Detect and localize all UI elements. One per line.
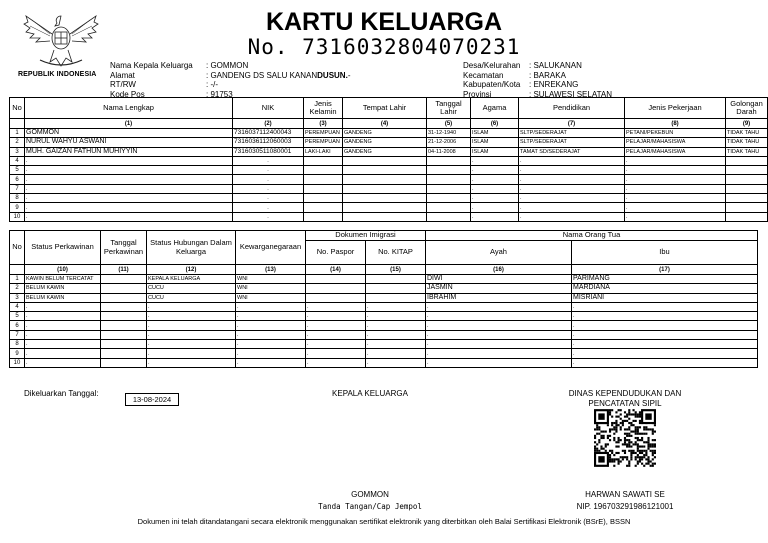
- table-cell: [25, 166, 233, 175]
- kepala-keluarga-label: KEPALA KELUARGA: [332, 389, 408, 398]
- col-header-ayah: Ayah: [426, 241, 572, 265]
- col-number: (17): [572, 265, 758, 275]
- table-cell: [25, 340, 101, 349]
- col-number: (13): [236, 265, 306, 275]
- table-cell: [625, 166, 726, 175]
- table-cell: 1: [10, 129, 25, 138]
- table-row: [10, 349, 758, 358]
- table-cell: [726, 156, 768, 165]
- table-cell: [426, 330, 572, 339]
- table-cell: 04-11-2008: [427, 147, 471, 156]
- table-cell: [236, 330, 306, 339]
- table-cell: 21-12-2006: [427, 138, 471, 147]
- table-cell: CUCU: [147, 293, 236, 302]
- dinas-label: DINAS KEPENDUDUKAN DAN: [568, 389, 682, 398]
- table-cell: [306, 293, 366, 302]
- table-cell: 10: [10, 212, 25, 221]
- table-cell: [147, 358, 236, 367]
- table-cell: PETANI/PEKEBUN: [625, 129, 726, 138]
- table-cell: ISLAM: [471, 129, 519, 138]
- table-cell: [236, 302, 306, 311]
- col-header-tanggal-perkawinan: Tanggal Perkawinan: [101, 231, 147, 265]
- issued-date: 13-08-2024: [125, 393, 179, 406]
- table-cell: [25, 302, 101, 311]
- col-header-nama: Nama Lengkap: [25, 98, 233, 119]
- table-cell: [304, 194, 343, 203]
- table-cell: [304, 203, 343, 212]
- col-header-nama-orang-tua: Nama Orang Tua: [426, 231, 758, 241]
- table-cell: [726, 166, 768, 175]
- family-status-table: [9, 230, 758, 368]
- col-header-jenis-kelamin: Jenis Kelamin: [304, 98, 343, 119]
- table-cell: [304, 166, 343, 175]
- table-cell: [519, 175, 625, 184]
- table-cell: [236, 349, 306, 358]
- table-cell: WNI: [236, 275, 306, 284]
- table-row: [10, 340, 758, 349]
- table-cell: [625, 212, 726, 221]
- table-row: [10, 156, 768, 165]
- table-cell: [366, 293, 426, 302]
- table-cell: [304, 175, 343, 184]
- table-cell: [304, 212, 343, 221]
- table-cell: [343, 194, 427, 203]
- table-cell: [233, 156, 304, 165]
- table-cell: [471, 194, 519, 203]
- col-number: (12): [147, 265, 236, 275]
- table-cell: [306, 358, 366, 367]
- table-cell: [726, 212, 768, 221]
- table-cell: [572, 302, 758, 311]
- col-header-status-hubungan: Status Hubungan Dalam Keluarga: [147, 231, 236, 265]
- table-cell: [236, 321, 306, 330]
- table-cell: [306, 340, 366, 349]
- table-cell: TIDAK TAHU: [726, 138, 768, 147]
- table-cell: [471, 203, 519, 212]
- table-cell: [25, 184, 233, 193]
- table-cell: [366, 330, 426, 339]
- table-row: [10, 194, 768, 203]
- col-number: (11): [101, 265, 147, 275]
- table-cell: [101, 349, 147, 358]
- table-cell: CUCU: [147, 284, 236, 293]
- table-cell: [625, 184, 726, 193]
- table-cell: [25, 194, 233, 203]
- table-cell: [101, 358, 147, 367]
- table-cell: MARDIANA: [572, 284, 758, 293]
- table-row: [10, 175, 768, 184]
- table-cell: [306, 302, 366, 311]
- table-cell: [426, 312, 572, 321]
- table-cell: [233, 194, 304, 203]
- table-cell: 4: [10, 302, 25, 311]
- table-cell: PEREMPUAN: [304, 138, 343, 147]
- household-info-left: Nama Kepala Keluarga : GOMMON Alamat : GANDENG DS SALU KANAN DUSUN. - RT/RW : -/- Kode Pos : 91753: [110, 61, 351, 99]
- table-cell: TIDAK TAHU: [726, 147, 768, 156]
- table-cell: 6: [10, 321, 25, 330]
- col-number: (6): [471, 119, 519, 129]
- table-cell: [233, 184, 304, 193]
- table-cell: 5: [10, 166, 25, 175]
- table-cell: [625, 203, 726, 212]
- table-cell: GOMMON: [25, 129, 233, 138]
- table-cell: LAKI-LAKI: [304, 147, 343, 156]
- table-cell: [427, 194, 471, 203]
- table-row: [10, 321, 758, 330]
- table-cell: [343, 212, 427, 221]
- table-cell: [427, 175, 471, 184]
- col-number: (4): [343, 119, 427, 129]
- table-row: [10, 129, 768, 138]
- table-row: [10, 212, 768, 221]
- table-cell: [306, 284, 366, 293]
- table-cell: [572, 358, 758, 367]
- table-cell: [471, 175, 519, 184]
- table-cell: [25, 321, 101, 330]
- col-header-agama: Agama: [471, 98, 519, 119]
- table-cell: [147, 302, 236, 311]
- table-cell: [101, 275, 147, 284]
- table-cell: [147, 349, 236, 358]
- table-cell: BELUM KAWIN: [25, 284, 101, 293]
- table-cell: [366, 340, 426, 349]
- table-cell: 4: [10, 156, 25, 165]
- table-cell: 7: [10, 330, 25, 339]
- table-cell: [726, 194, 768, 203]
- table-cell: [147, 312, 236, 321]
- table-cell: [572, 330, 758, 339]
- table-cell: [101, 330, 147, 339]
- table-cell: [572, 349, 758, 358]
- table-row: [10, 275, 758, 284]
- table-cell: [519, 156, 625, 165]
- col-number: (3): [304, 119, 343, 129]
- table-cell: [101, 293, 147, 302]
- table-cell: 2: [10, 138, 25, 147]
- table-cell: 6: [10, 175, 25, 184]
- table-cell: [366, 284, 426, 293]
- table-cell: [471, 212, 519, 221]
- table-cell: [519, 194, 625, 203]
- table-cell: [306, 312, 366, 321]
- col-number: (7): [519, 119, 625, 129]
- col-number: (9): [726, 119, 768, 129]
- table-cell: [471, 166, 519, 175]
- table-row: [10, 302, 758, 311]
- officer-nip: NIP. 196703291986121001: [576, 502, 674, 511]
- table-row: [10, 284, 758, 293]
- emblem-label: REPUBLIK INDONESIA: [18, 71, 97, 78]
- table-cell: [343, 175, 427, 184]
- table-cell: [572, 312, 758, 321]
- household-info-right: Desa/Kelurahan : SALUKANAN Kecamatan : BARAKA Kabupaten/Kota : ENREKANG Provinsi : SULAWESI SELATAN: [463, 61, 612, 99]
- col-header-status-perkawinan: Status Perkawinan: [25, 231, 101, 265]
- signature-note: Tanda Tangan/Cap Jempol: [318, 502, 422, 511]
- table-cell: [427, 156, 471, 165]
- electronic-signature-disclaimer: Dokumen ini telah ditandatangani secara elektronik menggunakan sertifikat elektronik yang diterbitkan oleh Balai Sertifikasi Elektronik (BSrE), BSSN: [137, 517, 631, 526]
- table-cell: IBRAHIM: [426, 293, 572, 302]
- table-cell: [519, 184, 625, 193]
- table-row: [10, 147, 768, 156]
- table-cell: [519, 166, 625, 175]
- table-cell: [304, 156, 343, 165]
- table-cell: [572, 321, 758, 330]
- table-cell: 3: [10, 147, 25, 156]
- table-cell: 8: [10, 340, 25, 349]
- table-cell: 9: [10, 349, 25, 358]
- col-header-no: No: [10, 231, 25, 265]
- table-cell: [147, 321, 236, 330]
- table-cell: [625, 156, 726, 165]
- table-row: [10, 312, 758, 321]
- table-cell: [233, 203, 304, 212]
- family-members-table: [9, 97, 768, 222]
- col-number: (8): [625, 119, 726, 129]
- table-cell: [147, 340, 236, 349]
- table-cell: [625, 194, 726, 203]
- table-cell: [147, 330, 236, 339]
- table-cell: [726, 175, 768, 184]
- table-cell: TIDAK TAHU: [726, 129, 768, 138]
- col-header-tempat-lahir: Tempat Lahir: [343, 98, 427, 119]
- table-cell: GANDENG: [343, 147, 427, 156]
- table-cell: [306, 321, 366, 330]
- table-cell: [25, 203, 233, 212]
- table-cell: GANDENG: [343, 129, 427, 138]
- col-number: (16): [426, 265, 572, 275]
- table-cell: TAMAT SD/SEDERAJAT: [519, 147, 625, 156]
- document-title: KARTU KELUARGA: [265, 8, 503, 36]
- table-cell: ISLAM: [471, 138, 519, 147]
- col-number: (5): [427, 119, 471, 129]
- table-cell: [236, 312, 306, 321]
- table-cell: [427, 184, 471, 193]
- table-cell: [726, 184, 768, 193]
- col-header-golongan-darah: Golongan Darah: [726, 98, 768, 119]
- table-cell: 8: [10, 194, 25, 203]
- col-number: (15): [366, 265, 426, 275]
- table-cell: [427, 203, 471, 212]
- table-cell: [343, 166, 427, 175]
- table-cell: ISLAM: [471, 147, 519, 156]
- table-cell: [343, 203, 427, 212]
- table-cell: [726, 203, 768, 212]
- col-header-no-paspor: No. Paspor: [306, 241, 366, 265]
- table-cell: [572, 340, 758, 349]
- table-cell: SLTP/SEDERAJAT: [519, 129, 625, 138]
- col-header-pendidikan: Pendidikan: [519, 98, 625, 119]
- table-cell: 3: [10, 293, 25, 302]
- table-cell: PARIMANG: [572, 275, 758, 284]
- table-cell: BELUM KAWIN: [25, 293, 101, 302]
- table-cell: [519, 203, 625, 212]
- table-cell: [101, 312, 147, 321]
- kepala-keluarga-name: GOMMON: [351, 490, 389, 499]
- table-cell: [426, 321, 572, 330]
- table-cell: [625, 175, 726, 184]
- col-header-dokumen-imigrasi: Dokumen Imigrasi: [306, 231, 426, 241]
- col-number: (2): [233, 119, 304, 129]
- table-cell: [101, 321, 147, 330]
- table-cell: [25, 156, 233, 165]
- table-row: [10, 203, 768, 212]
- table-cell: [25, 212, 233, 221]
- table-cell: 7316037112400043: [233, 129, 304, 138]
- col-number: (1): [25, 119, 233, 129]
- table-cell: [343, 184, 427, 193]
- table-cell: [304, 184, 343, 193]
- col-header-jenis-pekerjaan: Jenis Pekerjaan: [625, 98, 726, 119]
- table-cell: WNI: [236, 293, 306, 302]
- table-cell: [306, 349, 366, 358]
- table-cell: PEREMPUAN: [304, 129, 343, 138]
- table-cell: NURUL WAHYU ASWANI: [25, 138, 233, 147]
- table-cell: 1: [10, 275, 25, 284]
- table-cell: 2: [10, 284, 25, 293]
- table-cell: PELAJAR/MAHASISWA: [625, 147, 726, 156]
- table-cell: KAWIN BELUM TERCATAT: [25, 275, 101, 284]
- table-cell: MUH. GAIZAN FATHUN MUHIYYIN: [25, 147, 233, 156]
- table-cell: [366, 349, 426, 358]
- table-cell: [236, 340, 306, 349]
- table-cell: [427, 166, 471, 175]
- col-number: (10): [25, 265, 101, 275]
- table-cell: 10: [10, 358, 25, 367]
- table-cell: [366, 312, 426, 321]
- issued-date-label: Dikeluarkan Tanggal:: [24, 389, 99, 398]
- col-header-no-kitap: No. KITAP: [366, 241, 426, 265]
- table-cell: PELAJAR/MAHASISWA: [625, 138, 726, 147]
- col-number: (14): [306, 265, 366, 275]
- table-cell: [366, 302, 426, 311]
- table-cell: [25, 358, 101, 367]
- table-cell: [519, 212, 625, 221]
- table-row: [10, 138, 768, 147]
- table-cell: DIWI: [426, 275, 572, 284]
- col-header-ibu: Ibu: [572, 241, 758, 265]
- table-cell: [233, 175, 304, 184]
- table-cell: 31-12-1940: [427, 129, 471, 138]
- table-cell: [471, 156, 519, 165]
- table-cell: [343, 156, 427, 165]
- col-header-nik: NIK: [233, 98, 304, 119]
- col-header-kewarganegaraan: Kewarganegaraan: [236, 231, 306, 265]
- dinas-label: PENCATATAN SIPIL: [588, 399, 662, 408]
- table-cell: [25, 312, 101, 321]
- table-cell: [25, 330, 101, 339]
- table-cell: GANDENG: [343, 138, 427, 147]
- table-cell: [426, 349, 572, 358]
- table-cell: [233, 212, 304, 221]
- table-cell: [426, 340, 572, 349]
- table-cell: [306, 275, 366, 284]
- col-header-no: No: [10, 98, 25, 119]
- table-cell: [366, 321, 426, 330]
- table-cell: 7: [10, 184, 25, 193]
- table-cell: [101, 302, 147, 311]
- table-cell: KEPALA KELUARGA: [147, 275, 236, 284]
- table-cell: [366, 358, 426, 367]
- table-cell: [366, 275, 426, 284]
- table-cell: [471, 184, 519, 193]
- table-cell: SLTP/SEDERAJAT: [519, 138, 625, 147]
- table-cell: [25, 175, 233, 184]
- table-cell: WNI: [236, 284, 306, 293]
- col-header-tanggal-lahir: Tanggal Lahir: [427, 98, 471, 119]
- table-cell: 7316030511080001: [233, 147, 304, 156]
- table-cell: 9: [10, 203, 25, 212]
- table-cell: [101, 284, 147, 293]
- table-cell: MISRIANI: [572, 293, 758, 302]
- table-cell: [426, 358, 572, 367]
- table-cell: [233, 166, 304, 175]
- table-cell: [427, 212, 471, 221]
- table-row: [10, 166, 768, 175]
- table-cell: [306, 330, 366, 339]
- table-cell: 7316036112060003: [233, 138, 304, 147]
- table-cell: [236, 358, 306, 367]
- qr-code-icon: [594, 409, 656, 467]
- table-cell: [426, 302, 572, 311]
- table-cell: JASMIN: [426, 284, 572, 293]
- table-cell: [25, 349, 101, 358]
- table-row: [10, 358, 758, 367]
- table-row: [10, 184, 768, 193]
- document-number: No. 7316032804070231: [247, 35, 521, 59]
- officer-name: HARWAN SAWATI SE: [585, 490, 665, 499]
- table-row: [10, 330, 758, 339]
- table-cell: [101, 340, 147, 349]
- table-row: [10, 293, 758, 302]
- table-cell: 5: [10, 312, 25, 321]
